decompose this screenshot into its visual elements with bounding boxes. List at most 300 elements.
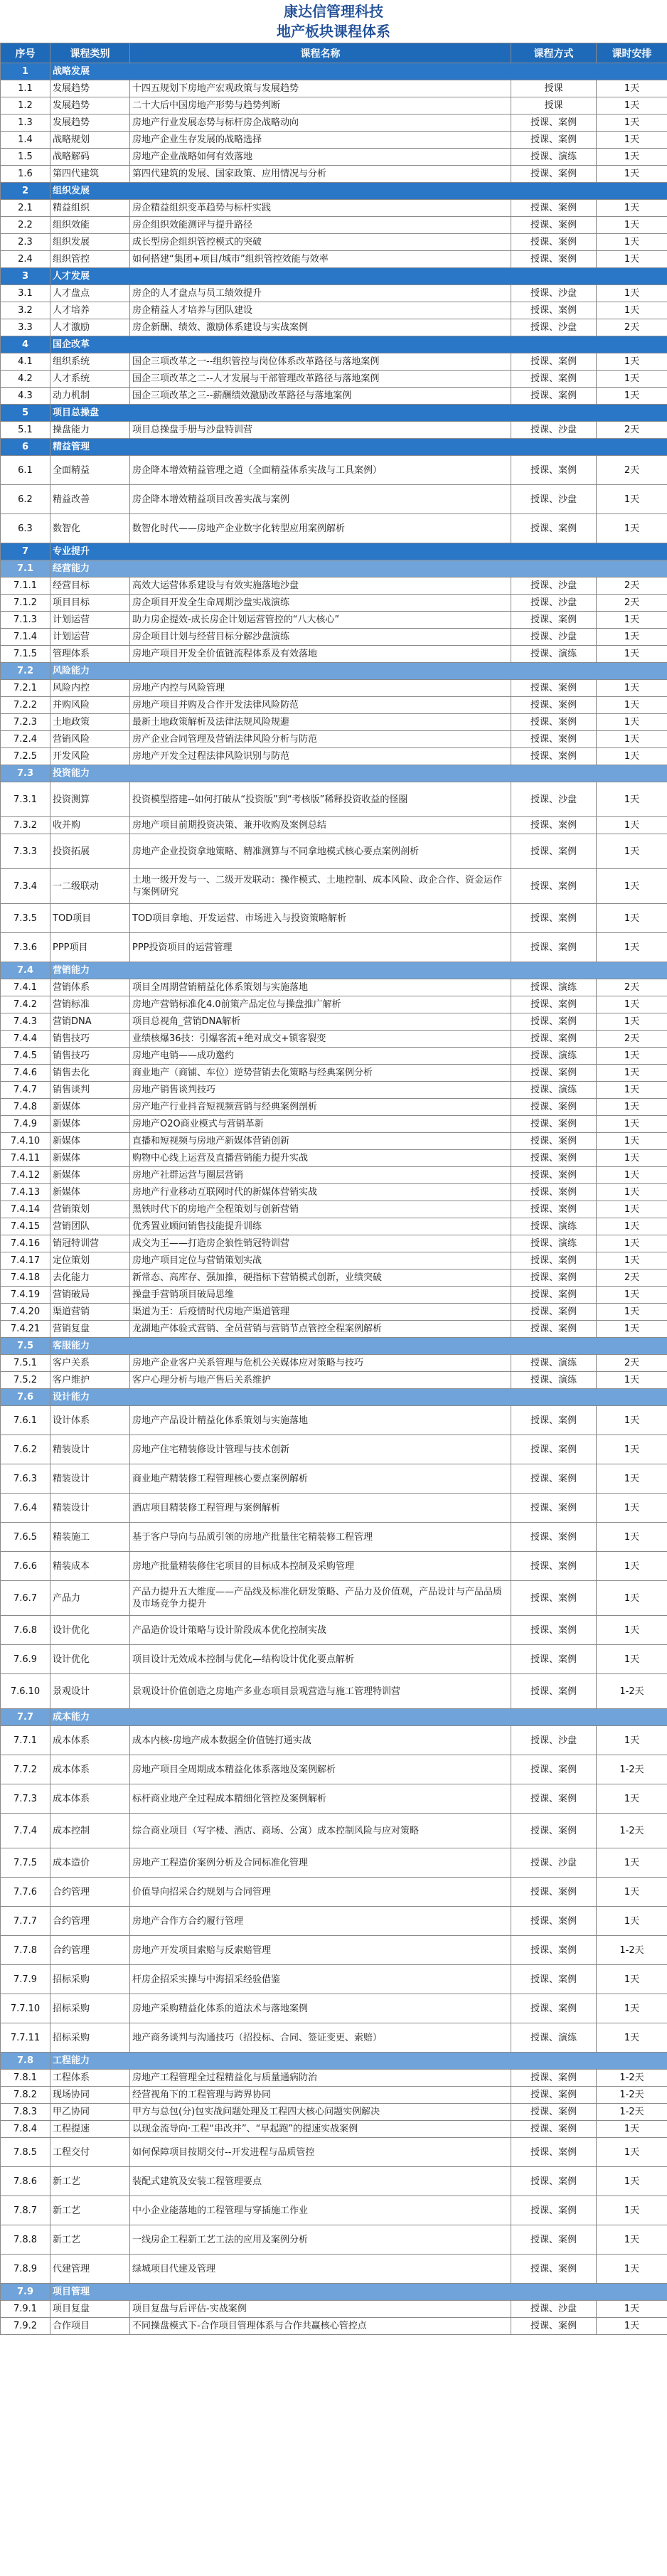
course-name: 二十大后中国房地产形势与趋势判断: [130, 97, 511, 115]
table-row: [1, 2104, 667, 2121]
course-mode: 授课、案例: [511, 869, 597, 904]
course-mode: 授课、案例: [511, 217, 597, 234]
course-category: 招标采购: [50, 1965, 130, 1994]
course-name: 项目设计无效成本控制与优化—结构设计优化要点解析: [130, 1645, 511, 1674]
course-duration: 1天: [597, 748, 667, 765]
course-number: 7.4.10: [1, 1133, 50, 1150]
course-duration: 1天: [597, 697, 667, 714]
course-duration: 1天: [597, 612, 667, 629]
table-row: [1, 388, 667, 405]
course-mode: 授课、案例: [511, 680, 597, 697]
course-name: 不同操盘模式下-合作项目管理体系与合作共赢核心管控点: [130, 2318, 511, 2335]
table-row: [1, 1755, 667, 1784]
course-number: 7.4.13: [1, 1184, 50, 1201]
course-category: 发展趋势: [50, 115, 130, 132]
section-title: 项目管理: [50, 2284, 667, 2301]
course-duration: 1天: [597, 933, 667, 962]
course-duration: 1天: [597, 646, 667, 663]
course-duration: 1天: [597, 1116, 667, 1133]
course-number: 7.1.1: [1, 578, 50, 595]
course-duration: 1天: [597, 285, 667, 302]
course-number: 7.7.8: [1, 1936, 50, 1965]
course-category: 计划运营: [50, 612, 130, 629]
course-name: 新常态、高库存、强加推，硬指标下营销模式创新，业绩突破: [130, 1270, 511, 1287]
table-row: [1, 1581, 667, 1616]
table-row: [1, 2255, 667, 2284]
course-mode: 授课、案例: [511, 1878, 597, 1907]
table-row: [1, 869, 667, 904]
course-mode: 授课、案例: [511, 251, 597, 268]
course-number: 7.4.18: [1, 1270, 50, 1287]
table-row: [1, 1065, 667, 1082]
course-duration: 1天: [597, 1133, 667, 1150]
course-duration: 1天: [597, 731, 667, 748]
course-category: 新媒体: [50, 1150, 130, 1167]
course-mode: 授课、沙盘: [511, 285, 597, 302]
course-name: 中小企业能落地的工程管理与穿插施工作业: [130, 2196, 511, 2225]
course-name: 房地产企业客户关系管理与危机公关媒体应对策略与技巧: [130, 1355, 511, 1372]
course-mode: 授课、案例: [511, 388, 597, 405]
table-row: [1, 612, 667, 629]
section-number: 7.6: [1, 1389, 50, 1406]
table-row: [1, 714, 667, 731]
course-name: 黑铁时代下的房地产全程策划与创新营销: [130, 1201, 511, 1218]
course-name: 第四代建筑的发展、国家政策、应用情况与分析: [130, 166, 511, 183]
course-number: 2.2: [1, 217, 50, 234]
course-duration: 1天: [597, 680, 667, 697]
course-duration: 1天: [597, 2318, 667, 2335]
table-row: [1, 422, 667, 439]
course-mode: 授课、案例: [511, 302, 597, 319]
course-category: 现场协同: [50, 2087, 130, 2104]
course-category: 组织效能: [50, 217, 130, 234]
course-name: 房地产开发全过程法律风险识别与防范: [130, 748, 511, 765]
table-row: [1, 904, 667, 933]
table-row: [1, 1031, 667, 1048]
course-number: 1.6: [1, 166, 50, 183]
course-duration: 1天: [597, 1616, 667, 1645]
course-mode: 授课、案例: [511, 1065, 597, 1082]
course-category: 营销团队: [50, 1218, 130, 1235]
course-category: 战略规划: [50, 132, 130, 149]
course-mode: 授课、演练: [511, 1235, 597, 1252]
course-category: 项目复盘: [50, 2301, 130, 2318]
course-number: 7.3.3: [1, 834, 50, 869]
course-number: 7.2.1: [1, 680, 50, 697]
course-number: 7.5.2: [1, 1372, 50, 1389]
course-mode: 授课、案例: [511, 1287, 597, 1304]
course-number: 7.9.2: [1, 2318, 50, 2335]
table-row: [1, 166, 667, 183]
table-row: [1, 456, 667, 485]
course-duration: 2天: [597, 595, 667, 612]
table-row: [1, 1372, 667, 1389]
course-category: 风险内控: [50, 680, 130, 697]
header-course-name: 课程名称: [130, 43, 511, 63]
course-name: 国企三项改革之三--薪酬绩效激励改革路径与落地案例: [130, 388, 511, 405]
course-number: 7.4.9: [1, 1116, 50, 1133]
course-mode: 授课、案例: [511, 1907, 597, 1936]
course-duration: 2天: [597, 1270, 667, 1287]
course-mode: 授课、案例: [511, 1464, 597, 1494]
course-category: 销售谈判: [50, 1082, 130, 1099]
table-row: [1, 1784, 667, 1814]
course-name: 房企项目计划与经营目标分解沙盘演练: [130, 629, 511, 646]
course-category: 成本造价: [50, 1848, 130, 1878]
table-row: [1, 1099, 667, 1116]
table-row: [1, 933, 667, 962]
course-mode: 授课、案例: [511, 1494, 597, 1523]
course-number: 3.3: [1, 319, 50, 336]
course-name: 国企三项改革之一--组织管控与岗位体系改革路径与落地案例: [130, 353, 511, 371]
course-name: 优秀置业顾问销售技能提升训练: [130, 1218, 511, 1235]
course-number: 7.4.4: [1, 1031, 50, 1048]
course-duration: 1天: [597, 1184, 667, 1201]
course-number: 7.5.1: [1, 1355, 50, 1372]
course-category: 新媒体: [50, 1116, 130, 1133]
course-mode: 授课、沙盘: [511, 1726, 597, 1755]
course-duration: 1天: [597, 1235, 667, 1252]
course-name: 房地产批量精装修住宅项目的目标成本控制及采购管理: [130, 1552, 511, 1581]
course-category: 新工艺: [50, 2196, 130, 2225]
table-row: [1, 2301, 667, 2318]
course-mode: 授课、案例: [511, 612, 597, 629]
course-name: 房企新酬、绩效、激励体系建设与实战案例: [130, 319, 511, 336]
course-duration: 1天: [597, 834, 667, 869]
course-mode: 授课、案例: [511, 514, 597, 543]
course-number: 7.4.11: [1, 1150, 50, 1167]
course-name: 投资模型搭建--如何打破从“投资版”到“考核版”稀释投资收益的怪圈: [130, 782, 511, 817]
course-category: 一二级联动: [50, 869, 130, 904]
course-category: 新媒体: [50, 1167, 130, 1184]
section-number: 7.4: [1, 962, 50, 979]
course-name: 以现金流导向·工程“串改并”、“早起跑”的提速实战案例: [130, 2121, 511, 2138]
course-name: 绿城项目代建及管理: [130, 2255, 511, 2284]
subsection-row: [1, 663, 667, 680]
course-number: 1.5: [1, 149, 50, 166]
course-category: 景观设计: [50, 1674, 130, 1709]
course-mode: 授课、案例: [511, 234, 597, 251]
course-mode: 授课、案例: [511, 1321, 597, 1338]
table-row: [1, 2225, 667, 2255]
course-duration: 1天: [597, 1784, 667, 1814]
course-mode: 授课、案例: [511, 2196, 597, 2225]
course-mode: 授课、案例: [511, 2087, 597, 2104]
course-number: 7.7.3: [1, 1784, 50, 1814]
course-name: 房企降本增效精益管理之道（全面精益体系实战与工具案例）: [130, 456, 511, 485]
course-number: 7.6.10: [1, 1674, 50, 1709]
course-mode: 授课、案例: [511, 1013, 597, 1031]
subsection-row: [1, 765, 667, 782]
course-category: 销冠特训营: [50, 1235, 130, 1252]
course-mode: 授课、案例: [511, 697, 597, 714]
course-mode: 授课、案例: [511, 1150, 597, 1167]
course-name: 房地产社群运营与圈层营销: [130, 1167, 511, 1184]
course-number: 7.4.1: [1, 979, 50, 996]
course-category: 新媒体: [50, 1184, 130, 1201]
course-number: 7.8.4: [1, 2121, 50, 2138]
course-name: 成本内核-房地产成本数据全价值链打通实战: [130, 1726, 511, 1755]
course-category: 营销风险: [50, 731, 130, 748]
course-category: 去化能力: [50, 1270, 130, 1287]
table-row: [1, 1464, 667, 1494]
course-name: 房地产电销——成功邀约: [130, 1048, 511, 1065]
table-row: [1, 217, 667, 234]
course-number: 7.7.2: [1, 1755, 50, 1784]
course-mode: 授课、案例: [511, 817, 597, 834]
course-name: 装配式建筑及安装工程管理要点: [130, 2167, 511, 2196]
course-duration: 1天: [597, 1099, 667, 1116]
course-name: PPP投资项目的运营管理: [130, 933, 511, 962]
course-number: 1.4: [1, 132, 50, 149]
header-category: 课程类别: [50, 43, 130, 63]
course-number: 7.4.3: [1, 1013, 50, 1031]
table-row: [1, 132, 667, 149]
course-name: 产品造价设计策略与设计阶段成本优化控制实战: [130, 1616, 511, 1645]
course-number: 7.9.1: [1, 2301, 50, 2318]
course-category: 营销策划: [50, 1201, 130, 1218]
course-name: 房地产项目前期投资决策、兼并收购及案例总结: [130, 817, 511, 834]
section-number: 7.7: [1, 1709, 50, 1726]
section-number: 7.9: [1, 2284, 50, 2301]
table-row: [1, 1616, 667, 1645]
course-mode: 授课、案例: [511, 1304, 597, 1321]
table-row: [1, 1435, 667, 1464]
course-category: 全面精益: [50, 456, 130, 485]
course-mode: 授课、案例: [511, 904, 597, 933]
course-category: 客户关系: [50, 1355, 130, 1372]
course-name: 产品力提升五大维度——产品线及标准化研发策略、产品力及价值观，产品设计与产品品质及市场竞争力提升: [130, 1581, 511, 1616]
course-mode: 授课、案例: [511, 1755, 597, 1784]
course-name: 房地产合作方合约履行管理: [130, 1907, 511, 1936]
course-number: 7.4.12: [1, 1167, 50, 1184]
course-number: 7.6.2: [1, 1435, 50, 1464]
course-duration: 1天: [597, 371, 667, 388]
course-number: 7.4.5: [1, 1048, 50, 1065]
course-mode: 授课、案例: [511, 115, 597, 132]
section-title: 精益管理: [50, 439, 667, 456]
course-mode: 授课、案例: [511, 996, 597, 1013]
table-row: [1, 1965, 667, 1994]
course-mode: 授课、案例: [511, 1201, 597, 1218]
page-header: [0, 0, 667, 43]
course-number: 7.4.14: [1, 1201, 50, 1218]
course-mode: 授课、沙盘: [511, 1848, 597, 1878]
course-duration: 1天: [597, 2167, 667, 2196]
table-row: [1, 1167, 667, 1184]
course-category: 招标采购: [50, 2023, 130, 2053]
course-duration: 1天: [597, 217, 667, 234]
course-name: 甲方与总包(分)包实战问题处理及工程四大核心问题实例解决: [130, 2104, 511, 2121]
course-number: 7.6.9: [1, 1645, 50, 1674]
course-category: 新工艺: [50, 2225, 130, 2255]
course-duration: 1天: [597, 2121, 667, 2138]
course-number: 7.1.4: [1, 629, 50, 646]
table-row: [1, 782, 667, 817]
course-category: 设计优化: [50, 1616, 130, 1645]
course-number: 7.1.5: [1, 646, 50, 663]
table-row: [1, 115, 667, 132]
course-mode: 授课、案例: [511, 1116, 597, 1133]
course-name: 商业地产（商铺、车位）逆势营销去化策略与经典案例分析: [130, 1065, 511, 1082]
course-number: 7.8.3: [1, 2104, 50, 2121]
course-name: 土地一级开发与一、二级开发联动：操作模式、土地控制、成本风险、政企合作、资金运作与案例研究: [130, 869, 511, 904]
course-mode: 授课、案例: [511, 1616, 597, 1645]
course-duration: 1天: [597, 1878, 667, 1907]
course-name: 地产商务谈判与沟通技巧（招投标、合同、签证变更、索赔）: [130, 2023, 511, 2053]
table-row: [1, 80, 667, 97]
table-row: [1, 1013, 667, 1031]
course-mode: 授课、演练: [511, 2023, 597, 2053]
course-category: 人才系统: [50, 371, 130, 388]
course-category: 成本体系: [50, 1726, 130, 1755]
course-duration: 2天: [597, 1031, 667, 1048]
course-duration: 1天: [597, 2023, 667, 2053]
course-mode: 授课、案例: [511, 1784, 597, 1814]
table-row: [1, 1406, 667, 1435]
course-number: 7.4.19: [1, 1287, 50, 1304]
course-name: 高效大运营体系建设与有效实施落地沙盘: [130, 578, 511, 595]
course-category: 招标采购: [50, 1994, 130, 2023]
table-row: [1, 1116, 667, 1133]
subsection-row: [1, 2284, 667, 2301]
course-mode: 授课、沙盘: [511, 578, 597, 595]
course-category: 并购风险: [50, 697, 130, 714]
course-duration: 1天: [597, 166, 667, 183]
course-number: 7.1.2: [1, 595, 50, 612]
section-title: 专业提升: [50, 543, 667, 560]
course-duration: 1天: [597, 1726, 667, 1755]
company-name: 康达信管理科技: [284, 3, 383, 20]
course-mode: 授课、案例: [511, 1406, 597, 1435]
course-number: 5.1: [1, 422, 50, 439]
course-category: 战略解码: [50, 149, 130, 166]
section-row: [1, 405, 667, 422]
table-row: [1, 1287, 667, 1304]
course-mode: 授课、沙盘: [511, 2301, 597, 2318]
course-mode: 授课、案例: [511, 2104, 597, 2121]
course-number: 6.2: [1, 485, 50, 514]
table-row: [1, 996, 667, 1013]
course-category: 人才培养: [50, 302, 130, 319]
course-number: 4.2: [1, 371, 50, 388]
course-name: 房地产内控与风险管理: [130, 680, 511, 697]
course-category: 销售技巧: [50, 1048, 130, 1065]
section-number: 1: [1, 63, 50, 80]
course-duration: 1天: [597, 1167, 667, 1184]
table-row: [1, 731, 667, 748]
course-name: 房地产销售谈判技巧: [130, 1082, 511, 1099]
course-name: 房地产产品设计精益化体系策划与实施落地: [130, 1406, 511, 1435]
section-title: 设计能力: [50, 1389, 667, 1406]
header-mode: 课程方式: [511, 43, 597, 63]
course-name: 项目复盘与后评估-实战案例: [130, 2301, 511, 2318]
course-number: 7.2.4: [1, 731, 50, 748]
course-mode: 授课、沙盘: [511, 595, 597, 612]
table-row: [1, 2167, 667, 2196]
course-number: 6.3: [1, 514, 50, 543]
course-category: 投资拓展: [50, 834, 130, 869]
subsection-row: [1, 1709, 667, 1726]
page-title: 地产板块课程体系: [277, 23, 390, 40]
course-category: 组织系统: [50, 353, 130, 371]
course-mode: 授课、案例: [511, 2318, 597, 2335]
course-mode: 授课、案例: [511, 1936, 597, 1965]
course-name: 十四五规划下房地产宏观政策与发展趋势: [130, 80, 511, 97]
course-duration: 1天: [597, 234, 667, 251]
table-row: [1, 353, 667, 371]
table-row: [1, 1218, 667, 1235]
section-number: 7.3: [1, 765, 50, 782]
table-header-row: [1, 43, 667, 63]
course-duration: 1天: [597, 1304, 667, 1321]
course-duration: 1天: [597, 485, 667, 514]
course-mode: 授课、案例: [511, 2255, 597, 2284]
section-title: 风险能力: [50, 663, 667, 680]
course-duration: 2天: [597, 578, 667, 595]
course-duration: 1天: [597, 1907, 667, 1936]
course-mode: 授课、案例: [511, 371, 597, 388]
course-category: 计划运营: [50, 629, 130, 646]
course-duration: 1天: [597, 353, 667, 371]
course-number: 7.3.1: [1, 782, 50, 817]
course-category: 精装施工: [50, 1523, 130, 1552]
course-mode: 授课、演练: [511, 1048, 597, 1065]
course-mode: 授课、案例: [511, 1552, 597, 1581]
course-duration: 1天: [597, 996, 667, 1013]
course-name: 综合商业项目（写字楼、酒店、商场、公寓）成本控制风险与应对策略: [130, 1814, 511, 1848]
course-duration: 1天: [597, 1435, 667, 1464]
course-category: PPP项目: [50, 933, 130, 962]
course-number: 7.6.7: [1, 1581, 50, 1616]
course-duration: 1天: [597, 1552, 667, 1581]
course-number: 2.3: [1, 234, 50, 251]
course-number: 7.7.7: [1, 1907, 50, 1936]
course-number: 7.4.8: [1, 1099, 50, 1116]
course-category: 成本体系: [50, 1755, 130, 1784]
table-row: [1, 149, 667, 166]
course-mode: 授课、沙盘: [511, 422, 597, 439]
course-duration: 1天: [597, 1645, 667, 1674]
course-duration: 2天: [597, 456, 667, 485]
course-duration: 1天: [597, 251, 667, 268]
course-mode: 授课、演练: [511, 979, 597, 996]
subsection-row: [1, 560, 667, 578]
section-row: [1, 268, 667, 285]
table-row: [1, 251, 667, 268]
course-number: 7.8.6: [1, 2167, 50, 2196]
section-row: [1, 439, 667, 456]
course-category: 发展趋势: [50, 80, 130, 97]
course-name: 景观设计价值创造之房地产多业态项目景观营造与施工管理特训营: [130, 1674, 511, 1709]
section-number: 7.1: [1, 560, 50, 578]
course-category: 销售去化: [50, 1065, 130, 1082]
course-category: 投资测算: [50, 782, 130, 817]
table-row: [1, 817, 667, 834]
course-name: 价值导向招采合约规划与合同管理: [130, 1878, 511, 1907]
course-category: 销售技巧: [50, 1031, 130, 1048]
course-category: 成本体系: [50, 1784, 130, 1814]
course-number: 7.8.7: [1, 2196, 50, 2225]
header-number: 序号: [1, 43, 50, 63]
course-name: 房地产O2O商业模式与营销革新: [130, 1116, 511, 1133]
course-duration: 1-2天: [597, 1936, 667, 1965]
course-number: 7.3.6: [1, 933, 50, 962]
course-duration: 1-2天: [597, 2087, 667, 2104]
table-row: [1, 2070, 667, 2087]
course-duration: 1天: [597, 2138, 667, 2167]
table-row: [1, 2121, 667, 2138]
